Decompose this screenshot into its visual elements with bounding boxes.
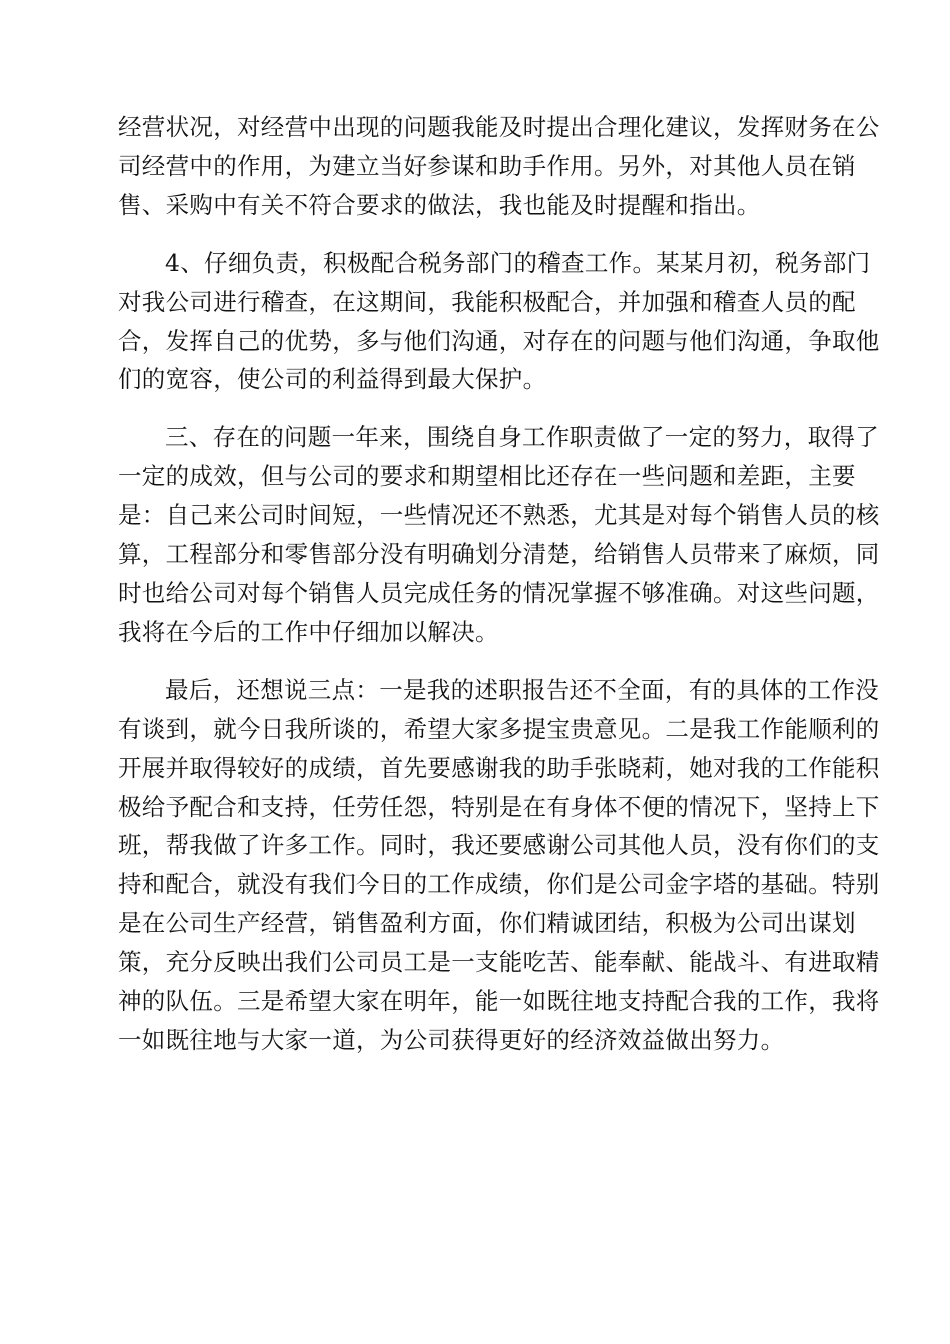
paragraph-closing-remarks <box>118 671 880 1060</box>
text-line: 是：自己来公司时间短，一些情况还不熟悉，尤其是对每个销售人员的核 <box>118 501 880 530</box>
text-line: 一如既往地与大家一道，为公司获得更好的经济效益做出努力。 <box>118 1025 785 1054</box>
text-line: 4、仔细负责，积极配合税务部门的稽查工作。某某月初，税务部门 <box>165 248 871 277</box>
paragraph-tax-audit <box>118 244 880 400</box>
text-line: 经营状况，对经营中出现的问题我能及时提出合理化建议，发挥财务在公 <box>118 113 880 141</box>
text-line: 班，帮我做了许多工作。同时，我还要感谢公司其他人员，没有你们的支 <box>118 831 880 860</box>
text-line: 对我公司进行稽查，在这期间，我能积极配合，并加强和稽查人员的配 <box>118 287 856 316</box>
document-body <box>118 108 880 1079</box>
text-line: 时也给公司对每个销售人员完成任务的情况掌握不够准确。对这些问题， <box>118 578 880 607</box>
text-line: 开展并取得较好的成绩，首先要感谢我的助手张晓莉，她对我的工作能积 <box>118 753 880 782</box>
paragraph-existing-problems <box>118 418 880 651</box>
text-line: 算，工程部分和零售部分没有明确划分清楚，给销售人员带来了麻烦，同 <box>118 540 880 569</box>
text-line: 我将在今后的工作中仔细加以解决。 <box>118 617 499 646</box>
text-line: 合，发挥自己的优势，多与他们沟通，对存在的问题与他们沟通，争取他 <box>118 326 880 355</box>
text-line: 是在公司生产经营，销售盈利方面，你们精诚团结，积极为公司出谋划 <box>118 909 856 938</box>
text-line: 神的队伍。三是希望大家在明年，能一如既往地支持配合我的工作，我将 <box>118 987 880 1016</box>
text-line: 们的宽容，使公司的利益得到最大保护。 <box>118 365 547 394</box>
text-line: 司经营中的作用，为建立当好参谋和助手作用。另外，对其他人员在销 <box>118 151 856 180</box>
paragraph-financial-role <box>118 108 880 225</box>
text-line: 售、采购中有关不符合要求的做法，我也能及时提醒和指出。 <box>118 190 761 219</box>
text-line: 极给予配合和支持，任劳任怨，特别是在有身体不便的情况下，坚持上下 <box>118 792 880 821</box>
text-line: 一定的成效，但与公司的要求和期望相比还存在一些问题和差距，主要 <box>118 462 856 491</box>
text-line: 三、存在的问题一年来，围绕自身工作职责做了一定的努力，取得了 <box>165 423 879 452</box>
text-line: 有谈到，就今日我所谈的，希望大家多提宝贵意见。二是我工作能顺利的 <box>118 714 880 743</box>
text-line: 持和配合，就没有我们今日的工作成绩，你们是公司金字塔的基础。特别 <box>118 870 880 899</box>
text-line: 策，充分反映出我们公司员工是一支能吃苦、能奉献、能战斗、有进取精 <box>118 948 880 977</box>
text-line: 最后，还想说三点：一是我的述职报告还不全面，有的具体的工作没 <box>165 675 879 704</box>
